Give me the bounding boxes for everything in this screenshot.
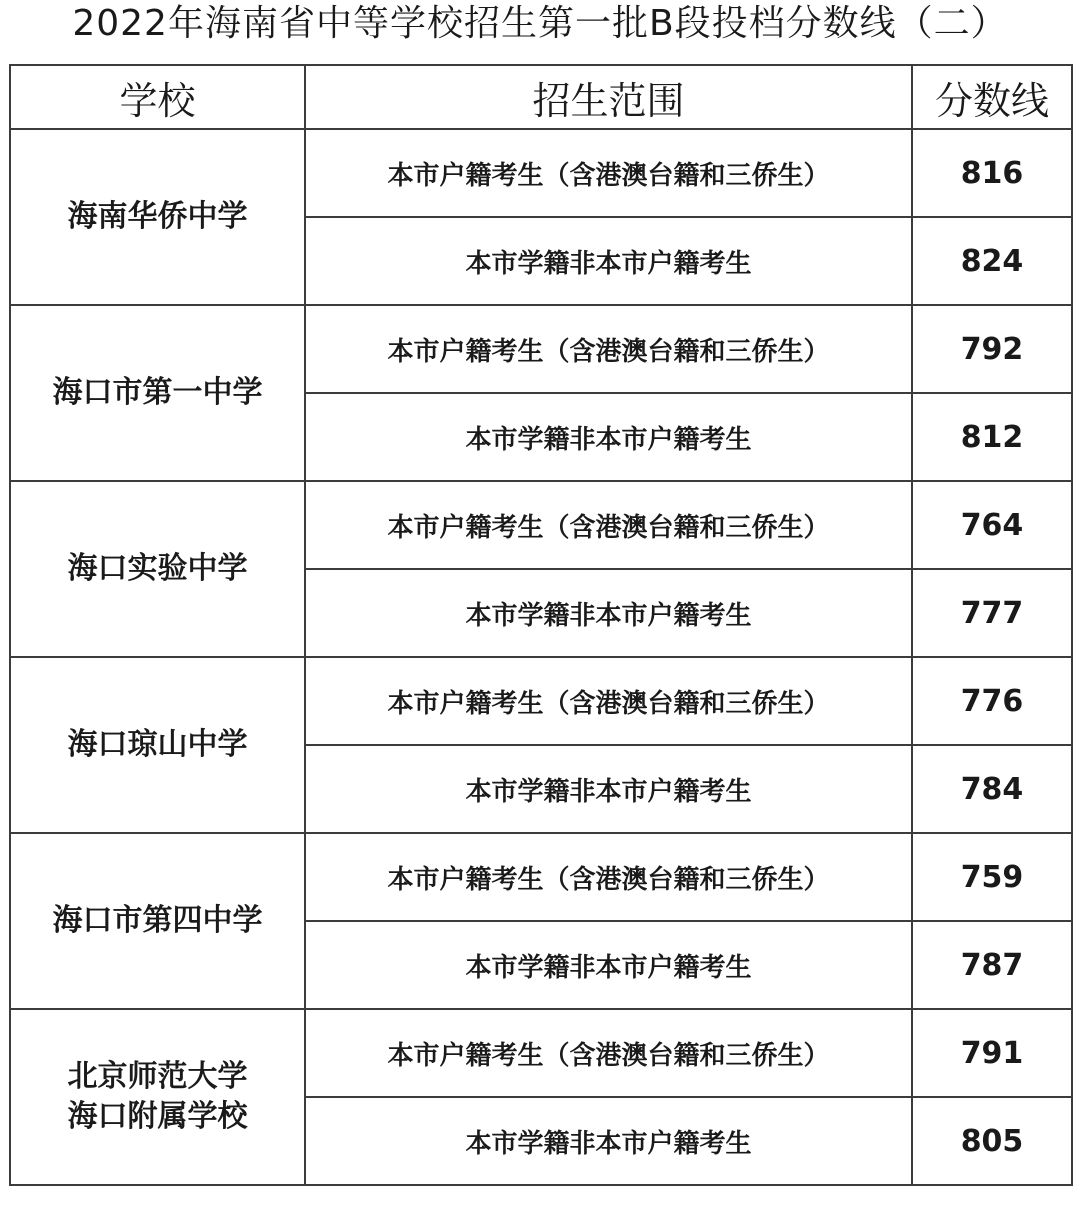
admission-scope: 本市学籍非本市户籍考生 — [305, 745, 912, 833]
admission-scope: 本市户籍考生（含港澳台籍和三侨生） — [305, 1009, 912, 1097]
cutoff-score: 812 — [912, 393, 1072, 481]
school-name-line: 海口琼山中学 — [67, 727, 248, 762]
admission-scope: 本市学籍非本市户籍考生 — [305, 921, 912, 1009]
cutoff-score: 824 — [912, 217, 1072, 305]
admission-scope: 本市户籍考生（含港澳台籍和三侨生） — [305, 129, 912, 217]
cutoff-score: 805 — [912, 1097, 1072, 1185]
header-scope: 招生范围 — [305, 65, 912, 129]
admission-scope: 本市学籍非本市户籍考生 — [305, 1097, 912, 1185]
table-row — [10, 657, 1072, 745]
cutoff-score: 816 — [912, 129, 1072, 217]
school-name — [10, 129, 305, 305]
school-name-line: 海口市第四中学 — [52, 903, 263, 938]
admission-scope: 本市户籍考生（含港澳台籍和三侨生） — [305, 481, 912, 569]
cutoff-score: 792 — [912, 305, 1072, 393]
admission-scope: 本市户籍考生（含港澳台籍和三侨生） — [305, 657, 912, 745]
school-name — [10, 481, 305, 657]
school-name-line: 海南华侨中学 — [67, 199, 248, 234]
cutoff-score: 777 — [912, 569, 1072, 657]
cutoff-score: 776 — [912, 657, 1072, 745]
cutoff-score: 764 — [912, 481, 1072, 569]
admission-scope: 本市学籍非本市户籍考生 — [305, 569, 912, 657]
admission-scope: 本市学籍非本市户籍考生 — [305, 217, 912, 305]
admission-score-table — [9, 64, 1073, 1186]
table-header-row — [10, 65, 1072, 129]
cutoff-score: 787 — [912, 921, 1072, 1009]
table-row — [10, 481, 1072, 569]
cutoff-score: 791 — [912, 1009, 1072, 1097]
school-name — [10, 1009, 305, 1185]
school-name-line: 北京师范大学 — [67, 1059, 248, 1094]
school-name — [10, 305, 305, 481]
school-name-line: 海口附属学校 — [67, 1099, 248, 1134]
admission-scope: 本市户籍考生（含港澳台籍和三侨生） — [305, 833, 912, 921]
cutoff-score: 759 — [912, 833, 1072, 921]
cutoff-score: 784 — [912, 745, 1072, 833]
admission-scope: 本市户籍考生（含港澳台籍和三侨生） — [305, 305, 912, 393]
table-row — [10, 1009, 1072, 1097]
table-row — [10, 129, 1072, 217]
header-school: 学校 — [10, 65, 305, 129]
header-score: 分数线 — [912, 65, 1072, 129]
table-row — [10, 305, 1072, 393]
school-name — [10, 833, 305, 1009]
school-name-line: 海口实验中学 — [67, 551, 248, 586]
admission-scope: 本市学籍非本市户籍考生 — [305, 393, 912, 481]
school-name — [10, 657, 305, 833]
school-name-line: 海口市第一中学 — [52, 375, 263, 410]
page-title: 2022年海南省中等学校招生第一批B段投档分数线（二） — [72, 3, 1008, 44]
table-row — [10, 833, 1072, 921]
